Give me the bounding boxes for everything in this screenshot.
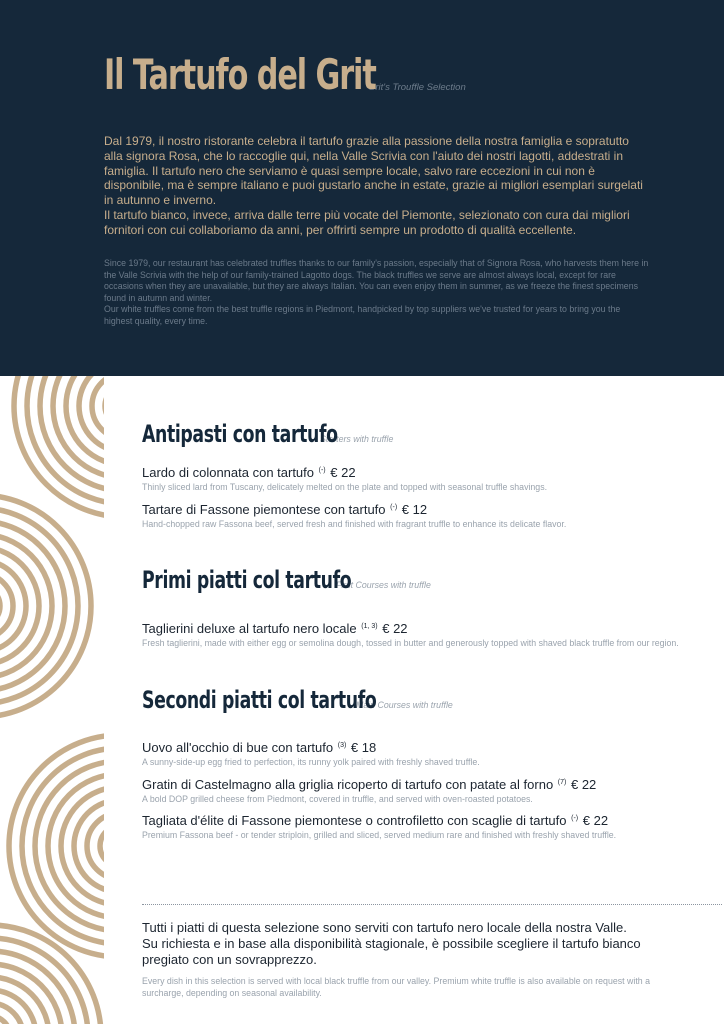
allergen-note: (7) — [557, 779, 567, 786]
arc-group-top — [14, 376, 104, 517]
section-subtitle: Main Courses with truffle — [356, 700, 453, 710]
intro-italian — [104, 134, 644, 238]
intro-en-paragraph-2: Our white truffles come from the best truffle regions in Piedmont, handpicked by top suppliers we've trusted for years to bring you the highest quality, every time. — [104, 304, 621, 326]
section-subtitle: Starters with truffle — [320, 434, 394, 444]
dish-name: Tartare di Fassone piemontese con tartufo — [142, 502, 386, 517]
dish-price: € 22 — [382, 621, 408, 636]
dish-description: A sunny-side-up egg fried to perfection, its runny yolk paired with freshly shaved truffle. — [142, 757, 480, 767]
menu-item — [142, 738, 682, 769]
page-subtitle: Grit's Trouffle Selection — [368, 82, 466, 93]
dish-title — [142, 775, 682, 793]
footer-note-italian: Tutti i piatti di questa selezione sono serviti con tartufo nero locale della nostra Valle. Su richiesta e in base alla disponibilità stagionale, è possibile scegliere il tartufo bianco pregiato con un sovrapprezzo. — [142, 920, 641, 967]
dish-price: € 22 — [582, 813, 609, 828]
allergen-note: (-) — [571, 815, 579, 822]
footer-note-english: Every dish in this selection is served with local black truffle from our valley. Premium white truffle is also available on request with a surcharge, depending on seasonal availability. — [142, 976, 650, 998]
dish-name: Tagliata d'élite di Fassone piemontese o controfiletto con scaglie di tartufo — [142, 813, 567, 828]
dish-price: € 22 — [330, 465, 356, 480]
dish-description: Thinly sliced lard from Tuscany, delicately melted on the plate and topped with seasonal truffle shavings. — [142, 482, 548, 492]
dish-price: € 12 — [401, 502, 428, 517]
dish-name: Lardo di colonnata con tartufo — [142, 465, 315, 480]
dish-name: Uovo all'occhio di bue con tartufo — [142, 740, 334, 755]
dish-price: € 18 — [350, 740, 377, 755]
menu-item — [142, 775, 682, 806]
dotted-divider — [142, 904, 722, 905]
intro-english — [104, 258, 649, 328]
title-row — [104, 50, 466, 99]
section-title: Antipasti con tartufo — [142, 420, 338, 448]
arc-group-lower — [9, 735, 104, 957]
menu-item — [142, 619, 682, 650]
allergen-note: (1, 3) — [361, 623, 378, 630]
dish-title — [142, 463, 682, 481]
dish-description: Hand-chopped raw Fassona beef, served fresh and finished with fragrant truffle to enhance its delicate flavor. — [142, 519, 567, 529]
dish-title — [142, 619, 682, 637]
dish-name: Taglierini deluxe al tartufo nero locale — [142, 621, 357, 636]
intro-en-paragraph-1: Since 1979, our restaurant has celebrated truffles thanks to our family's passion, especially that of Signora Rosa, who harvests them here in the Valle Scrivia with the help of our family-trained Lagotto dogs. The black truffles we serve are almost always local, except for rare occasions when they are unavailable, but they are always Italian. You can even enjoy them in summer, as we freeze the finest specimens found in autumn and winter. — [104, 258, 649, 303]
dish-description: Fresh taglierini, made with either egg or semolina dough, tossed in butter and generously topped with shaved black truffle from our region. — [142, 638, 679, 648]
dish-description: Premium Fassona beef - or tender striploin, grilled and sliced, served medium rare and finished with freshly shaved truffle. — [142, 830, 617, 840]
section-header-first-courses — [142, 566, 431, 594]
section-header-main-courses — [142, 686, 453, 714]
decorative-pattern — [0, 376, 104, 1024]
section-header-starters — [142, 420, 393, 448]
menu-item — [142, 463, 682, 494]
menu-item — [142, 500, 682, 531]
dish-description: A bold DOP grilled cheese from Piedmont, covered in truffle, and served with oven-roasted potatoes. — [142, 794, 533, 804]
section-title: Primi piatti col tartufo — [142, 566, 352, 594]
dish-title — [142, 738, 682, 756]
dish-title — [142, 500, 682, 518]
intro-it-paragraph-1: Dal 1979, il nostro ristorante celebra il tartufo grazie alla passione della nostra famiglia e sopratutto alla signora Rosa, che lo raccoglie qui, nella Valle Scrivia con l'aiuto dei nostri lagotti, addestrati in famiglia. Il tartufo nero che serviamo è quasi sempre locale, salvo rare eccezioni in cui non è disponibile, ma è sempre italiano e puoi gustarlo anche in estate, grazie ai migliori esemplari surgelati in autunno e inverno. — [104, 134, 643, 208]
section-title: Secondi piatti col tartufo — [142, 686, 377, 714]
allergen-note: (-) — [318, 467, 326, 474]
dish-price: € 22 — [570, 777, 597, 792]
dish-name: Gratin di Castelmagno alla griglia ricoperto di tartufo con patate al forno — [142, 777, 554, 792]
allergen-note: (-) — [390, 504, 398, 511]
dish-title — [142, 811, 682, 829]
section-subtitle: First Courses with truffle — [336, 580, 431, 590]
menu-item — [142, 811, 682, 842]
intro-it-paragraph-2: Il tartufo bianco, invece, arriva dalle terre più vocate del Piemonte, selezionato con cura dai migliori fornitori con cui collaboriamo da anni, per offrirti sempre un prodotto di qualità eccellente. — [104, 207, 630, 237]
allergen-note: (3) — [337, 742, 347, 749]
concentric-arcs-graphic — [0, 376, 104, 1024]
header-banner — [0, 0, 724, 376]
arc-group-middle — [0, 495, 91, 717]
page-title: Il Tartufo del Grit — [104, 50, 376, 99]
